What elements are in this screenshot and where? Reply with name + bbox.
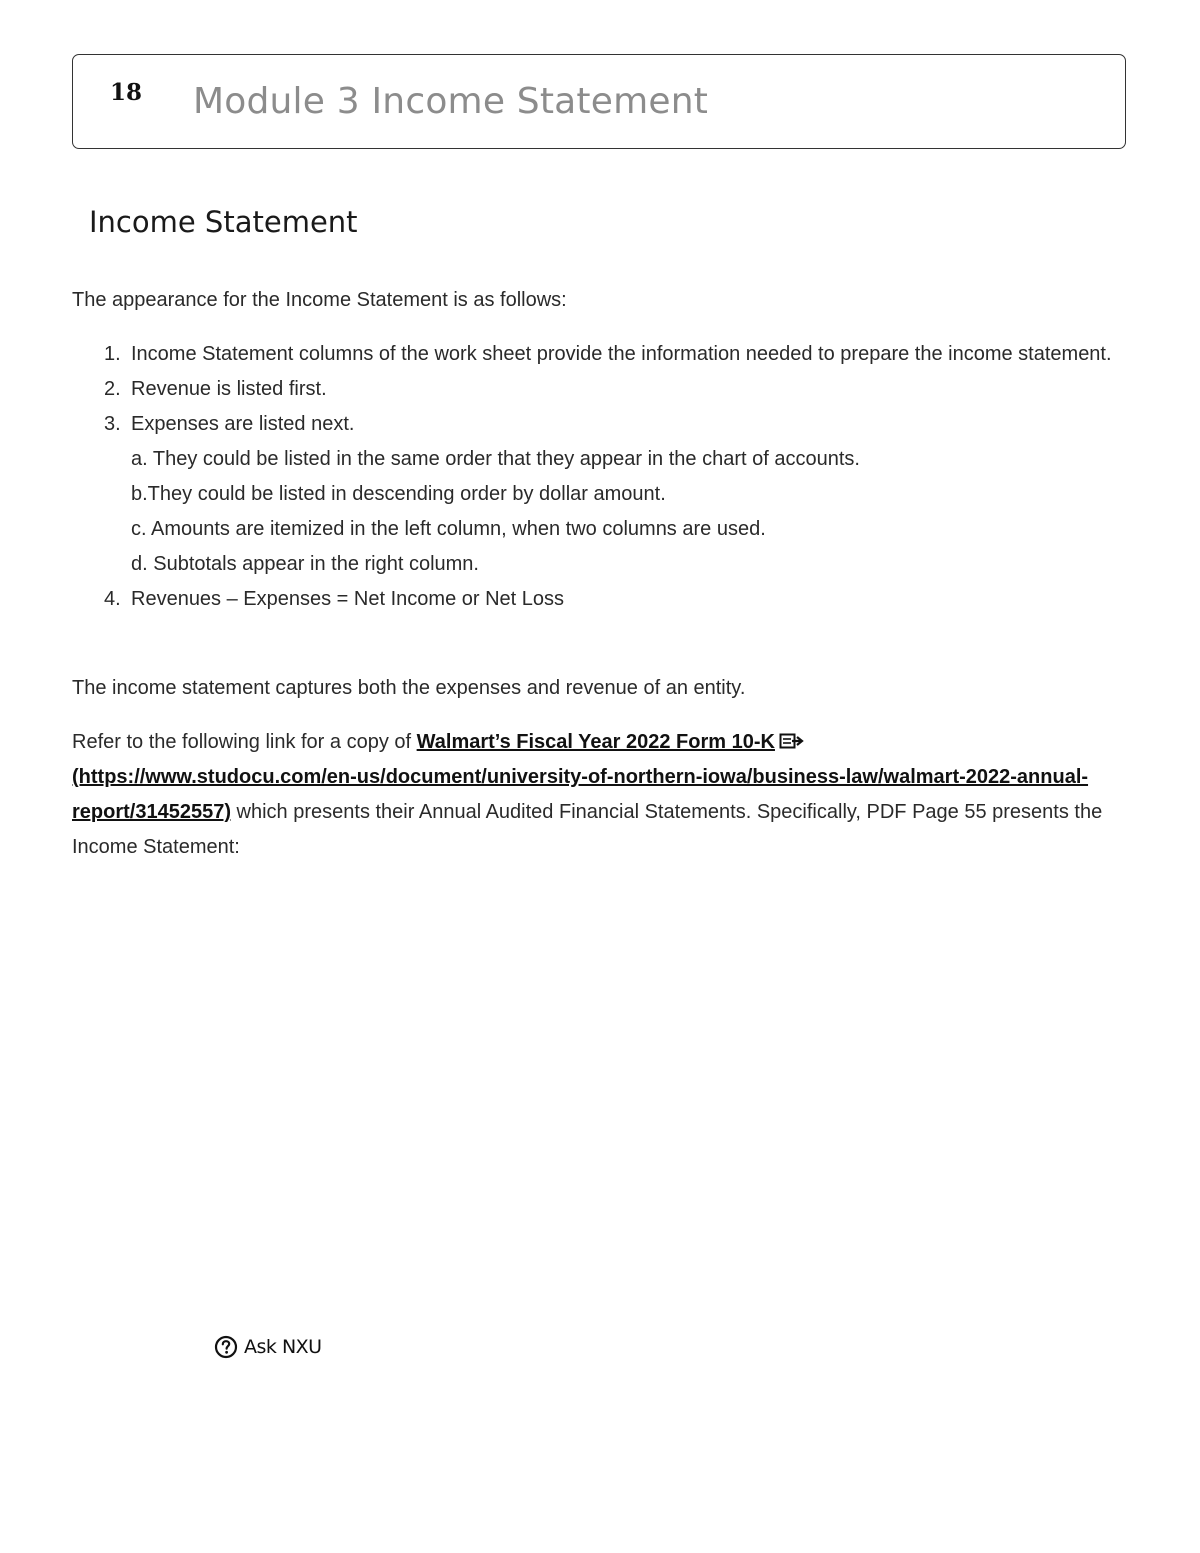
sub-list-item: d. Subtotals appear in the right column. — [131, 553, 479, 575]
reference-paragraph — [72, 725, 1132, 865]
list-item — [104, 337, 1114, 372]
external-link-icon — [779, 732, 805, 750]
sub-list-item: b.They could be listed in descending order by dollar amount. — [131, 483, 666, 505]
reference-lead-text: Refer to the following link for a copy of — [72, 731, 417, 753]
list-text: Revenue is listed first. — [131, 378, 327, 400]
list-item — [104, 582, 1114, 617]
question-circle-icon — [214, 1335, 238, 1359]
list-text: Revenues – Expenses = Net Income or Net Loss — [131, 588, 565, 610]
walmart-10k-link-text: Walmart’s Fiscal Year 2022 Form 10-K — [416, 731, 775, 753]
list-item — [104, 372, 1114, 407]
chapter-number: 18 — [110, 79, 143, 106]
list-number: 1. — [104, 343, 121, 365]
ask-nxu-label: Ask NXU — [244, 1336, 322, 1358]
sub-list-item: c. Amounts are itemized in the left column, when two columns are used. — [131, 518, 766, 540]
list-number: 3. — [104, 413, 121, 435]
chapter-title: Module 3 Income Statement — [193, 81, 709, 122]
reference-trailing-text: which presents their Annual Audited Financial Statements. Specifically, PDF Page 55 presents the Income Statement: — [72, 801, 1103, 858]
list-text: Income Statement columns of the work sheet provide the information needed to prepare the income statement. — [131, 343, 1112, 365]
list-text: Expenses are listed next. — [131, 413, 355, 435]
appearance-list — [104, 337, 1114, 617]
section-heading: Income Statement — [89, 205, 358, 239]
sub-list-item: a. They could be listed in the same order that they appear in the chart of accounts. — [131, 448, 860, 470]
intro-paragraph: The appearance for the Income Statement is as follows: — [72, 289, 567, 311]
list-number: 4. — [104, 588, 121, 610]
summary-paragraph: The income statement captures both the expenses and revenue of an entity. — [72, 677, 746, 699]
walmart-10k-url: (https://www.studocu.com/en-us/document/university-of-northern-iowa/business-law/walmart-2022-annual-report/31452557) — [72, 766, 1089, 823]
chapter-header — [72, 54, 1126, 149]
list-item — [104, 407, 1114, 442]
list-number: 2. — [104, 378, 121, 400]
ask-nxu-button[interactable] — [214, 1335, 322, 1359]
